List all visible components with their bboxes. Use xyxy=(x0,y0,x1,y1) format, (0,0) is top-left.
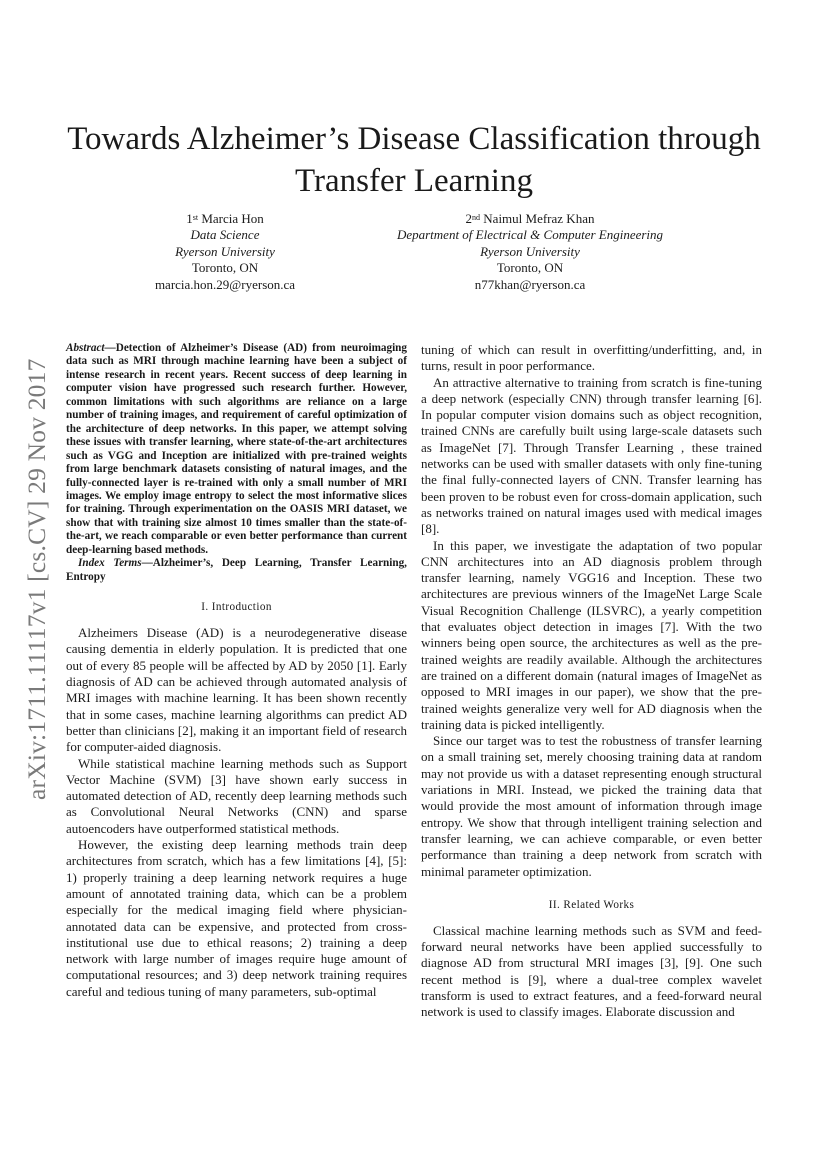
author-institution: Ryerson University xyxy=(175,243,275,259)
author-email: n77khan@ryerson.ca xyxy=(474,276,586,292)
abstract xyxy=(66,342,407,557)
body-paragraph: Classical machine learning methods such as SVM and feed-forward neural networks have been applied successfully to diagnose AD from structural MRI images [3], [9]. One such recent method is [9], where a dual-tree complex wavelet transform is used to extract features, and a feed-forward neural network is used to classify images. Elaborate discussion and xyxy=(421,922,762,1020)
index-terms-text: —Alzheimer’s, Deep Learning, Transfer Learning, Entropy xyxy=(66,557,407,583)
body-paragraph-continued: tuning of which can result in overfitting/underfitting, and, in turns, result in poor performance. xyxy=(421,342,762,374)
body-paragraph: Alzheimers Disease (AD) is a neurodegenerative disease causing dementia in elderly population. It is predicted that one out of every 85 people will be affected by AD by 2050 [1]. Early diagnosis of AD can be achieved through automated analysis of MRI images with machine learning. It has been shown recently that in some cases, machine learning algorithms can predict AD better than clinicians [2], making it an important field of research for computer-aided diagnosis. xyxy=(66,625,407,755)
section-heading-introduction: I. Introduction xyxy=(201,601,272,614)
abstract-label: Abstract xyxy=(66,342,105,354)
author-ordinal-suffix: st xyxy=(192,213,199,222)
index-terms-label: Index Terms xyxy=(78,557,142,570)
author-name-line xyxy=(350,211,710,227)
body-paragraph: However, the existing deep learning methods train deep architectures from scratch, which has a few limitations [4], [5]: 1) properly training a deep learning network requires a huge amount of annotated training data, which can be a problem especially for the medical imaging field where physician-annotated data can be expensive, and protected from cross-institutional use due to ethical reasons; 2) training a deep network with large number of images require huge amount of computational resources; and 3) deep network training requires careful and tedious tuning of many parameters, sub-optimal xyxy=(66,837,407,999)
body-paragraph: An attractive alternative to training from scratch is fine-tuning a deep network (especially CNN) through transfer learning [6]. In popular computer vision domains such as object recognition, trained CNNs are carefully built using large-scale datasets such as ImageNet [7]. Through Transfer Learning , these trained networks can be used with smaller datasets with only fine-tuning the final fully-connected layers of CNN. Transfer learning has been proven to be robust even for cross-domain application, such as networks trained on natural images used with medical images [8]. xyxy=(421,374,762,537)
arxiv-identifier-stamp: arXiv:1711.11117v1 [cs.CV] 29 Nov 2017 xyxy=(22,358,51,800)
author-email: marcia.hon.29@ryerson.ca xyxy=(154,276,296,292)
author-location: Toronto, ON xyxy=(191,260,259,276)
author-institution: Ryerson University xyxy=(480,243,580,259)
paper-title xyxy=(40,118,788,202)
author-name-line xyxy=(120,211,330,227)
section-heading-related-works: II. Related Works xyxy=(548,898,635,911)
author-ordinal: 1 xyxy=(186,211,193,226)
abstract-text: —Detection of Alzheimer’s Disease (AD) from neuroimaging data such as MRI through machine learning have been a subject of intense research in recent years. Recent success of deep learning in computer vision have progressed such research further. However, common limitations with such algorithms are reliance on a large number of training images, and requirement of careful optimization of the architecture of deep networks. In this paper, we attempt solving these issues with transfer learning, where state-of-the-art architectures such as VGG and Inception are initialized with pre-trained weights from large benchmark datasets consisting of natural images, and the fully-connected layer is re-trained with only a small number of MRI images. We employ image entropy to select the most informative slices for training. Through experimentation on the OASIS MRI dataset, we show that with training size almost 10 times smaller than the state-of-the-art, we reach comparable or even better performance than current deep-learning based methods. xyxy=(66,342,407,556)
body-paragraph: While statistical machine learning methods such as Support Vector Machine (SVM) [3] have shown early success in automated detection of AD, recently deep learning methods such as Convolutional Neural Networks (CNN) and sparse autoencoders have outperformed statistical methods. xyxy=(66,755,407,836)
right-column xyxy=(421,342,762,1021)
author-block-2 xyxy=(350,211,710,293)
author-block-1 xyxy=(120,211,330,293)
body-paragraph: Since our target was to test the robustness of transfer learning on a small training set, merely choosing training data at random may not provide us with a dataset representing enough structural variations in MRI. Instead, we picked the training data that would provide the most amount of information through image entropy. We show that through intelligent training selection and transfer learning, we can achieve comparable, or even better performance than training a deep network from scratch with minimal parameter optimization. xyxy=(421,733,762,879)
author-ordinal-suffix: nd xyxy=(472,213,481,222)
body-paragraph: In this paper, we investigate the adaptation of two popular CNN architectures into an AD diagnosis problem through transfer learning, namely VGG16 and Inception. These two architectures are previous winners of the ImageNet Large Scale Visual Recognition Challenge (ILSVRC), a yearly competition that evaluates object detection in images [7]. With the two winners being open source, the architectures as well as the pre-trained weights are readily available. Although the architectures are trained on a different domain (natural images of ImageNet as opposed to MRI images in our paper), we show that the pre-trained weights generalize very well for AD diagnosis when the training data is picked intelligently. xyxy=(421,537,762,732)
left-column xyxy=(66,342,407,1000)
author-location: Toronto, ON xyxy=(496,260,564,276)
author-department: Department of Electrical & Computer Engineering xyxy=(396,227,664,243)
author-ordinal: 2 xyxy=(465,211,473,226)
paper-title-line-2: Transfer Learning xyxy=(295,163,533,199)
index-terms xyxy=(66,557,407,584)
author-name: Marcia Hon xyxy=(201,211,264,226)
author-name: Naimul Mefraz Khan xyxy=(483,211,595,226)
author-department: Data Science xyxy=(190,227,260,243)
paper-title-line-1: Towards Alzheimer’s Disease Classification through xyxy=(67,121,761,157)
